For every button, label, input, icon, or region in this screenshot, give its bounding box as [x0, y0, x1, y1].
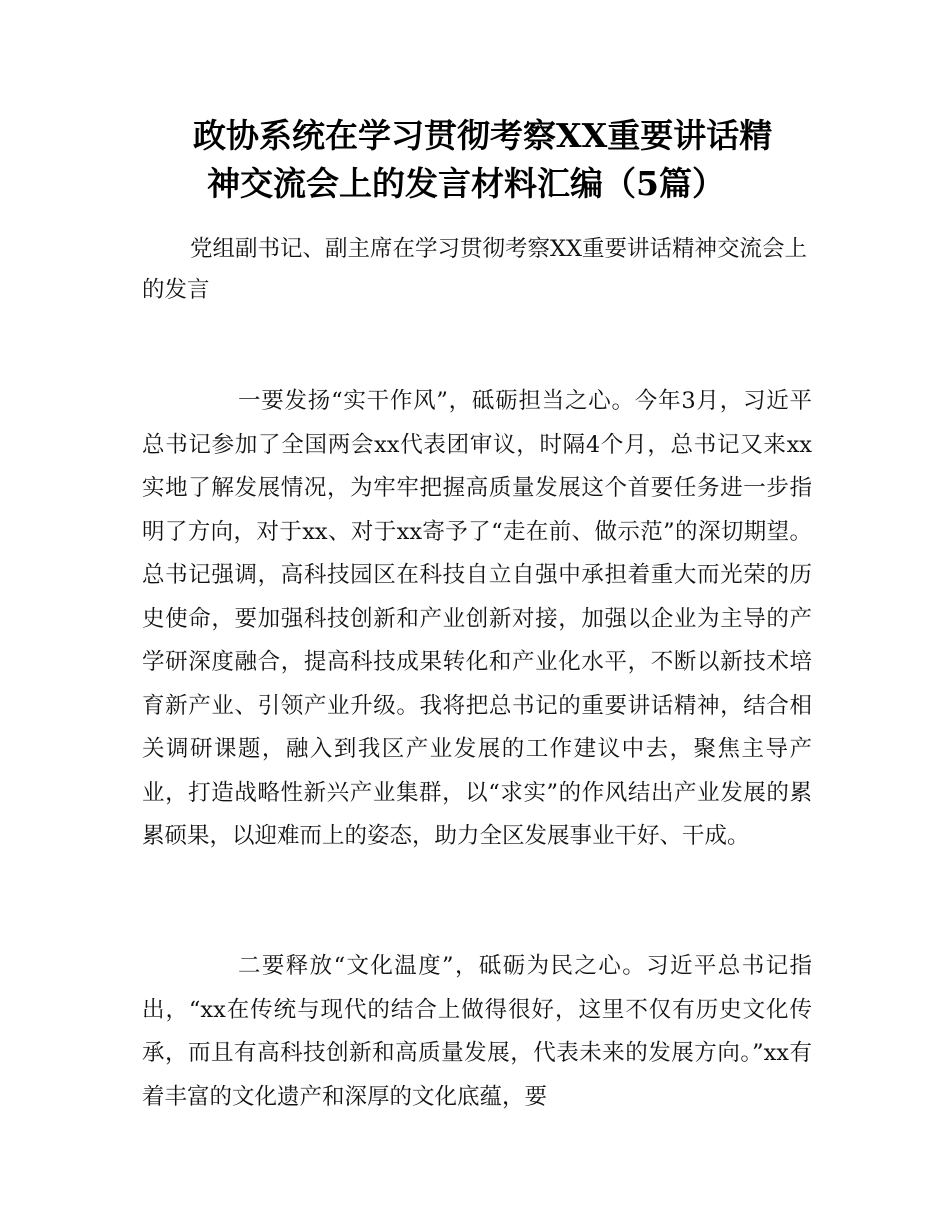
paragraph-2: 二要释放“文化温度”，砥砺为民之心。习近平总书记指出，“xx在传统与现代的结合上做得很好，这里不仅有历史文化传承，而且有高科技创新和高质量发展，代表未来的发展方向。”xx有着丰富的文化遗产和深厚的文化底蕴，要 [142, 953, 812, 1110]
speech-subtitle: 党组副书记、副主席在学习贯彻考察XX重要讲话精神交流会上的发言 [142, 236, 808, 303]
document-title [0, 112, 950, 208]
title-line-1: 政协系统在学习贯彻考察XX重要讲话精 [193, 116, 773, 155]
paragraph-1: 一要发扬“实干作风”，砥砺担当之心。今年3月，习近平总书记参加了全国两会xx代表团审议，时隔4个月，总书记又来xx实地了解发展情况，为牢牢把握高质量发展这个首要任务进一步指明了方向，对于xx、对于xx寄予了“走在前、做示范”的深切期望。总书记强调，高科技园区在科技自立自强中承担着重大而光荣的历史使命，要加强科技创新和产业创新对接，加强以企业为主导的产学研深度融合，提高科技成果转化和产业化水平，不断以新技术培育新产业、引领产业升级。我将把总书记的重要讲话精神，结合相关调研课题，融入到我区产业发展的工作建议中去，聚焦主导产业，打造战略性新兴产业集群，以“求实”的作风结出产业发展的累累硕果，以迎难而上的姿态，助力全区发展事业干好、干成。 [142, 388, 812, 849]
title-line-2: 神交流会上的发言材料汇编（5篇） [207, 164, 725, 203]
